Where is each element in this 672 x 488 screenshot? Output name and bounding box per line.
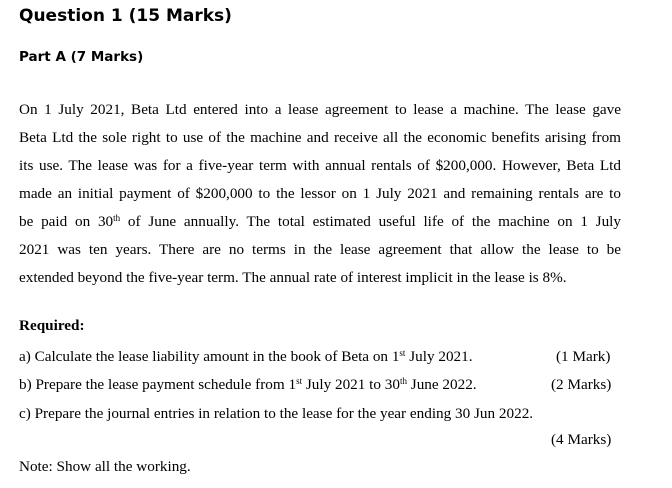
ordinal-suffix: th (113, 213, 121, 223)
paragraph-text: of June annually. The total estimated useful life of the machine on 1 July (120, 213, 621, 230)
marks-c: (4 Marks) (551, 431, 612, 448)
paragraph-line: 2021 was ten years. There are no terms in the lease agreement that allow the lease to be (19, 241, 621, 258)
required-heading: Required: (19, 317, 85, 334)
marks-b: (2 Marks) (551, 376, 612, 393)
paragraph-line: extended beyond the five-year term. The annual rate of interest implicit in the lease is 8%. (19, 269, 567, 286)
ordinal-suffix: st (399, 348, 406, 358)
paragraph-line: Beta Ltd the sole right to use of the machine and receive all the economic benefits arising from (19, 129, 621, 146)
requirement-text: b) Prepare the lease payment schedule from 1 (19, 376, 297, 393)
paragraph-line: On 1 July 2021, Beta Ltd entered into a lease agreement to lease a machine. The lease gave (19, 101, 621, 118)
requirement-text: June 2022. (406, 376, 477, 393)
ordinal-suffix: st (296, 376, 303, 386)
requirement-c: c) Prepare the journal entries in relation to the lease for the year ending 30 Jun 2022. (19, 405, 534, 422)
paragraph-line: made an initial payment of $200,000 to the lessor on 1 July 2021 and remaining rentals are to (19, 185, 621, 202)
ordinal-suffix: th (399, 376, 407, 386)
marks-a: (1 Mark) (556, 348, 611, 365)
paragraph-text: be paid on 30 (19, 213, 114, 230)
requirement-text: a) Calculate the lease liability amount in the book of Beta on 1 (19, 348, 400, 365)
note-text: Note: Show all the working. (19, 458, 191, 475)
requirement-b (19, 376, 477, 394)
part-title: Part A (7 Marks) (19, 49, 144, 65)
requirement-text: July 2021. (405, 348, 473, 365)
scenario-paragraph (19, 96, 621, 292)
requirement-text: July 2021 to 30 (302, 376, 400, 393)
question-title: Question 1 (15 Marks) (19, 6, 232, 26)
requirement-a (19, 348, 473, 366)
paragraph-line: its use. The lease was for a five-year term with annual rentals of $200,000. However, Beta Ltd (19, 157, 621, 174)
paragraph-line (19, 208, 621, 236)
